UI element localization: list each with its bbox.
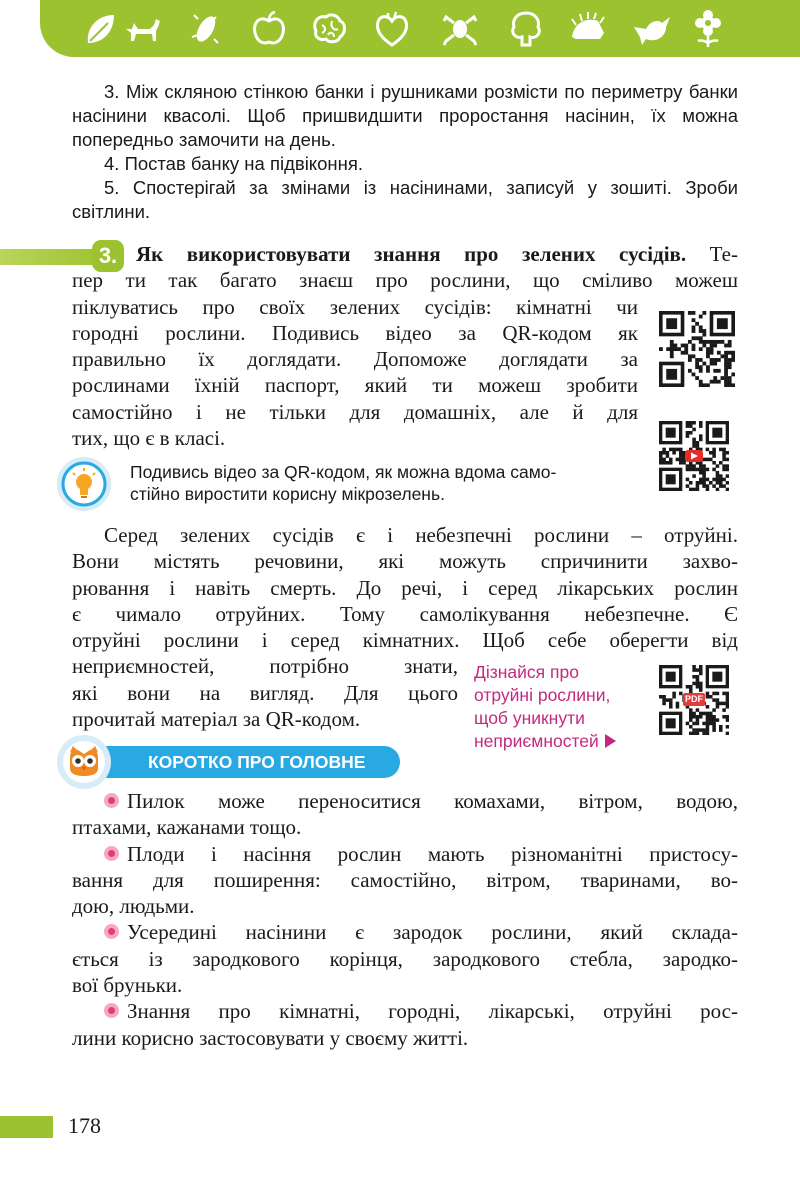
- section-3-line: Як використовувати знання про зелених сусідів. Те-: [136, 242, 738, 266]
- step-4: 4. Постав банку на підвіконня.: [104, 153, 363, 174]
- section-3-line: піклуватись про своїх зелених сусідів: кімнатні чи: [72, 294, 638, 319]
- summary-item: [72, 919, 738, 998]
- summary-list: [72, 788, 738, 1051]
- summary-line: вої бруньки.: [72, 973, 183, 998]
- summary-heading: КОРОТКО ПРО ГОЛОВНЕ: [96, 746, 400, 778]
- bird-icon: [632, 9, 672, 49]
- summary-line: Плоди і насіння рослин мають різноманітні пристосу-: [72, 841, 738, 867]
- frog-icon: [440, 9, 480, 49]
- poison-line: отруйні рослини і серед кімнатних. Щоб себе оберегти від: [72, 628, 738, 653]
- bullet-icon: [104, 924, 119, 939]
- poison-link-caption[interactable]: Дізнайся про отруйні рослини, щоб уникнути неприємностей: [474, 661, 650, 753]
- summary-item: [72, 788, 738, 841]
- poison-line: прочитай матеріал за QR-кодом.: [72, 707, 361, 732]
- experiment-steps: [72, 80, 738, 224]
- section-number: 3.: [92, 240, 124, 272]
- poison-line: рювання і навіть смерть. До речі, і серед лікарських рослин: [72, 575, 738, 600]
- poison-line: неприємностей, потрібно знати,: [72, 654, 458, 679]
- summary-line: вання для поширення: самостійно, вітром, тваринами, во-: [72, 867, 738, 892]
- leaf-icon: [80, 9, 120, 49]
- bullet-icon: [104, 846, 119, 861]
- tip-text: [130, 461, 620, 505]
- tip-line: Подивись відео за QR-кодом, як можна вдома само-: [130, 462, 557, 482]
- section-3-line: рослинами їхній паспорт, який ти можеш зробити: [72, 373, 638, 398]
- section-3-line: правильно їх доглядати. Допоможе доглядати за: [72, 347, 638, 372]
- section-3-line: пер ти так багато знаєш про рослини, що сміливо можеш: [72, 268, 738, 293]
- section-3-line: тих, що є в класі.: [72, 426, 226, 451]
- summary-item: [72, 998, 738, 1051]
- qr-code-microgreens-video[interactable]: [659, 421, 729, 491]
- brain-icon: [308, 9, 348, 49]
- summary-line: дою, людьми.: [72, 894, 195, 919]
- section-title: Як використовувати знання про зелених сусідів.: [136, 242, 687, 266]
- summary-line: лини корисно застосовувати у своєму житті.: [72, 1025, 469, 1050]
- summary-line: Знання про кімнатні, городні, лікарські, отруйні рос-: [72, 998, 738, 1024]
- section-3-body: [72, 241, 738, 451]
- pdf-badge: PDF: [685, 694, 703, 704]
- step-5: 5. Спостерігай за змінами із насінинами, записуй у зошиті. Зроби світлини.: [72, 177, 738, 222]
- summary-line: Пилок може переноситися комахами, вітром, водою,: [72, 788, 738, 814]
- summary-line: птахами, кажанами тощо.: [72, 815, 302, 840]
- section-3-line: городні рослини. Подивись відео за QR-кодом як: [72, 320, 638, 345]
- owl-icon: [56, 734, 112, 790]
- summary-line: Усередині насінини є зародок рослини, який склада-: [72, 919, 738, 945]
- bullet-icon: [104, 793, 119, 808]
- summary-line: ється із зародкового корінця, зародкового стебла, зародко-: [72, 946, 738, 971]
- qr-code-care-video[interactable]: [659, 311, 735, 387]
- page-number-bar: [0, 1116, 53, 1138]
- germ-icon: [186, 9, 226, 49]
- flower-icon: [688, 9, 728, 49]
- lightbulb-icon: [55, 455, 113, 513]
- tip-line: стійно виростити корисну мікрозелень.: [130, 484, 445, 504]
- qr-code-poison-pdf[interactable]: [659, 665, 729, 735]
- play-arrow-icon: [605, 734, 616, 748]
- hedgehog-icon: [568, 9, 608, 49]
- tree-icon: [506, 9, 546, 49]
- apple-icon: [249, 9, 289, 49]
- poison-line: які вони на вигляд. Для цього: [72, 680, 458, 705]
- dog-icon: [122, 9, 162, 49]
- poison-line: Серед зелених сусідів є і небезпечні рослини – отруйні.: [104, 523, 738, 547]
- section-3-line: самостійно і не тільки для домашніх, але й для: [72, 399, 638, 424]
- bullet-icon: [104, 1003, 119, 1018]
- poison-line: є чимало отруйних. Тому самолікування небезпечне. Є: [72, 601, 738, 626]
- heart-icon: [372, 9, 412, 49]
- summary-item: [72, 841, 738, 920]
- page-number: 178: [68, 1113, 101, 1138]
- step-3: 3. Між скляною стінкою банки і рушниками розмісти по периметру банки насінини квасолі. Щоб пришвидшити проростання насінин, їх можна попередньо замочити на день.: [72, 81, 738, 150]
- poison-line: Вони містять речовини, які можуть спричинити захво-: [72, 549, 738, 574]
